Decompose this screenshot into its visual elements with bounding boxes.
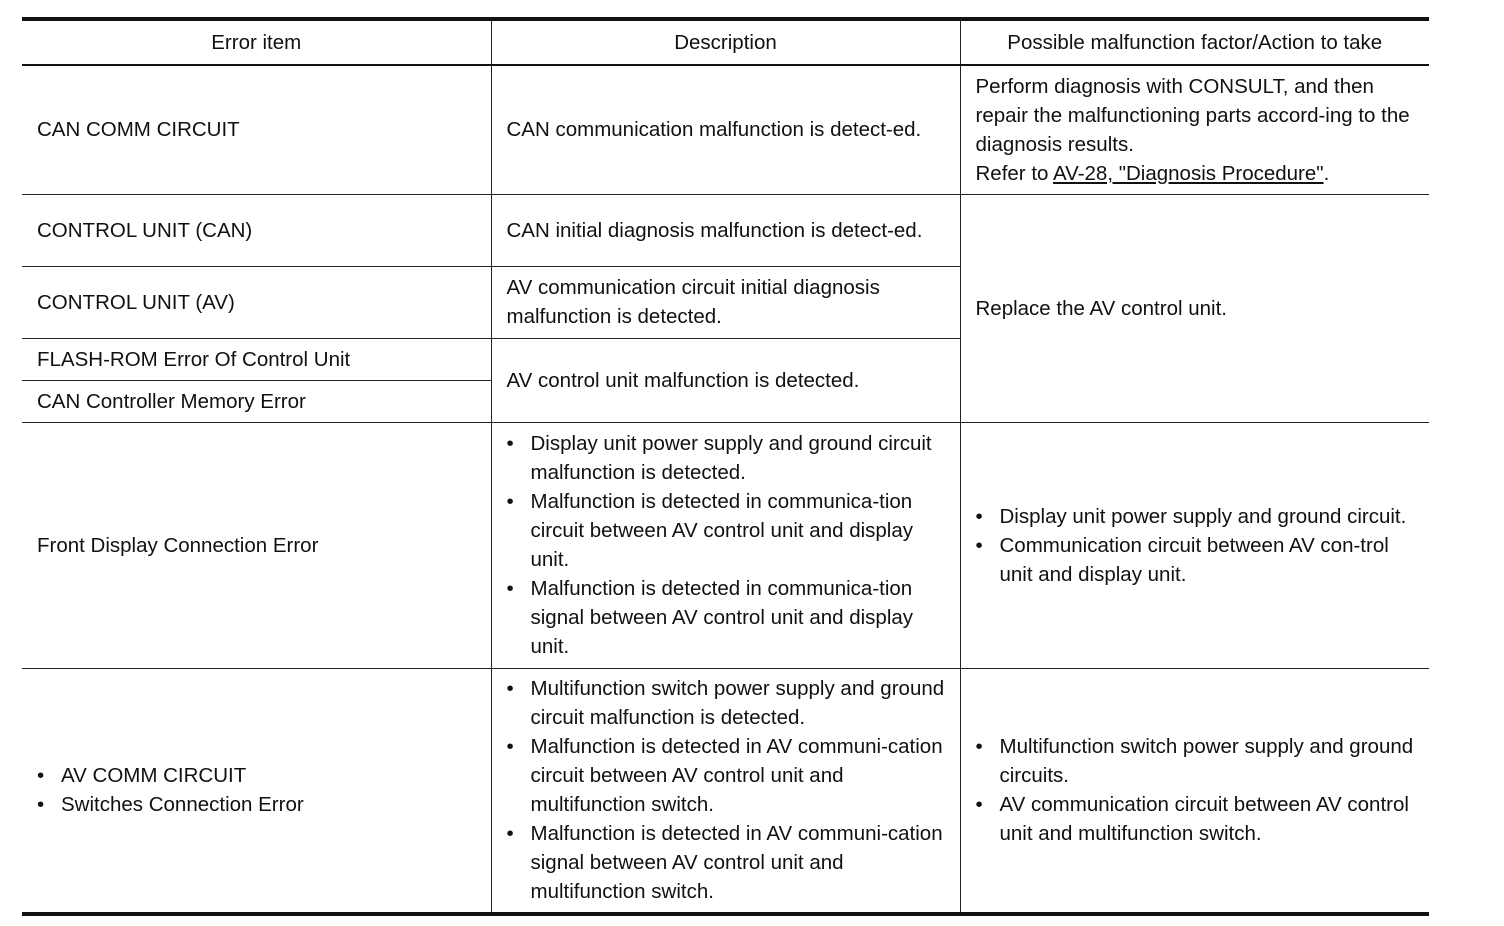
table-row — [22, 422, 1429, 668]
reference-suffix: . — [1323, 161, 1330, 185]
header-row — [22, 19, 1429, 65]
cell-error-item: CAN COMM CIRCUIT — [22, 65, 491, 194]
error-table — [22, 17, 1429, 916]
cell-error-item: CONTROL UNIT (AV) — [22, 266, 491, 338]
cell-description — [491, 422, 960, 668]
cell-error-item: FLASH-ROM Error Of Control Unit — [22, 338, 491, 380]
cell-description: CAN communication malfunction is detect-ed. — [491, 65, 960, 194]
list-item: • AV COMM CIRCUIT — [37, 761, 479, 790]
reference-prefix: Refer to — [975, 161, 1053, 185]
cell-error-item: Front Display Connection Error — [22, 422, 491, 668]
cell-action — [960, 65, 1429, 194]
cell-description — [491, 668, 960, 914]
header-error-item: Error item — [22, 19, 491, 65]
bullet-list — [507, 674, 948, 906]
cell-action: Replace the AV control unit. — [960, 194, 1429, 422]
list-item: • Display unit power supply and ground circuit malfunction is detected. — [507, 429, 948, 487]
list-item: • Multifunction switch power supply and ground circuits. — [976, 732, 1418, 790]
cell-action — [960, 668, 1429, 914]
table-row — [22, 668, 1429, 914]
cell-description: AV control unit malfunction is detected. — [491, 338, 960, 422]
list-item: • Malfunction is detected in communica-tion circuit between AV control unit and display unit. — [507, 487, 948, 574]
action-text: Perform diagnosis with CONSULT, and then repair the malfunctioning parts accord-ing to the diagnosis results. — [975, 74, 1410, 156]
bullet-list — [507, 429, 948, 661]
list-item: • Malfunction is detected in AV communi-cation signal between AV control unit and multifunction switch. — [507, 819, 948, 906]
list-item: • Malfunction is detected in AV communi-cation circuit between AV control unit and multifunction switch. — [507, 732, 948, 819]
header-action: Possible malfunction factor/Action to take — [960, 19, 1429, 65]
list-item: • AV communication circuit between AV control unit and multifunction switch. — [976, 790, 1418, 848]
list-item: • Multifunction switch power supply and ground circuit malfunction is detected. — [507, 674, 948, 732]
cell-error-item: CAN Controller Memory Error — [22, 380, 491, 422]
cell-error-item — [22, 668, 491, 914]
bullet-list — [976, 502, 1418, 589]
cell-description: AV communication circuit initial diagnosis malfunction is detected. — [491, 266, 960, 338]
table-row — [22, 194, 1429, 266]
list-item: • Malfunction is detected in communica-tion signal between AV control unit and display unit. — [507, 574, 948, 661]
list-item: • Communication circuit between AV con-trol unit and display unit. — [976, 531, 1418, 589]
header-description: Description — [491, 19, 960, 65]
bullet-list — [37, 761, 479, 819]
list-item: • Display unit power supply and ground circuit. — [976, 502, 1418, 531]
reference-line — [976, 159, 1418, 188]
cell-error-item: CONTROL UNIT (CAN) — [22, 194, 491, 266]
cell-action — [960, 422, 1429, 668]
cell-description: CAN initial diagnosis malfunction is detect-ed. — [491, 194, 960, 266]
reference-link[interactable]: AV-28, "Diagnosis Procedure" — [1053, 161, 1324, 185]
bullet-list — [976, 732, 1418, 848]
table-row — [22, 65, 1429, 194]
list-item: • Switches Connection Error — [37, 790, 479, 819]
